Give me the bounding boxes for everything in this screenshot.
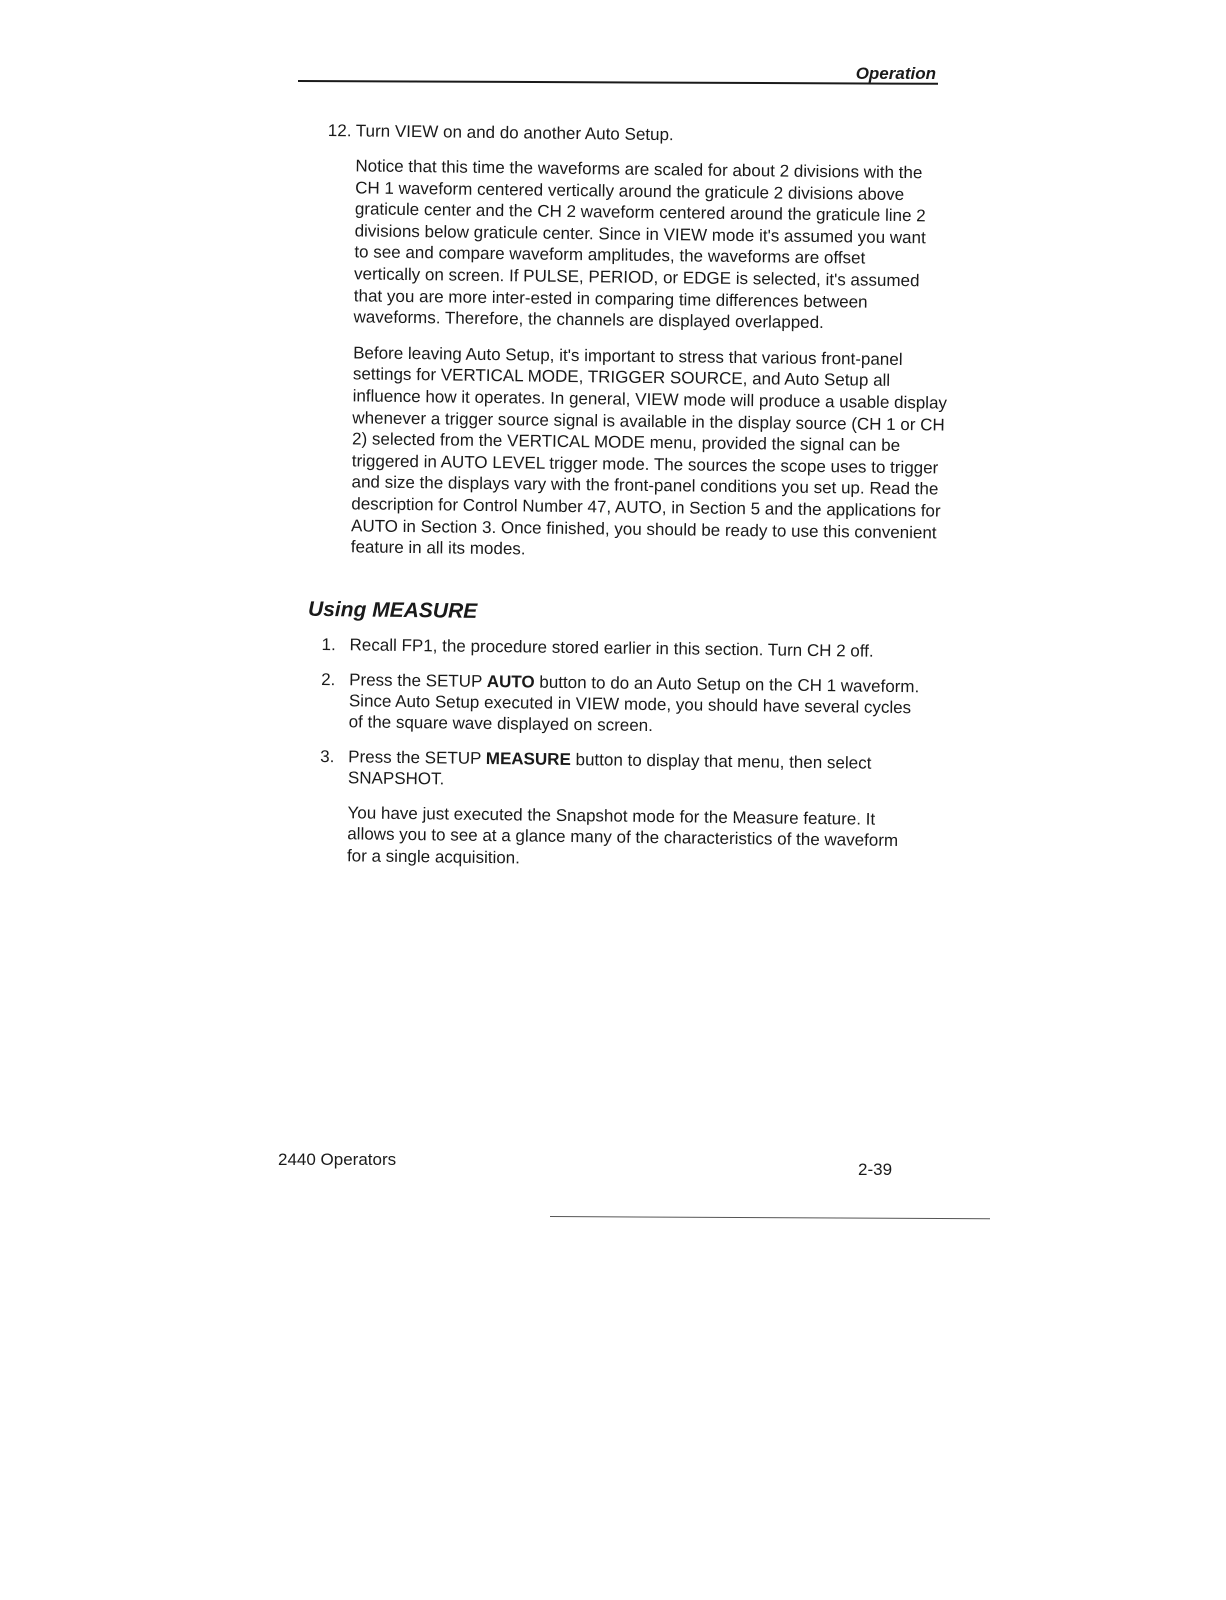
section-heading: Using MEASURE xyxy=(307,597,478,623)
header-rule xyxy=(298,80,938,85)
keyword: MEASURE xyxy=(485,748,571,769)
body-paragraph: You have just executed the Snapshot mode for the Measure feature. It allows you to see at a glance many of the characteristics of the waveform for a single acquisition. xyxy=(346,802,899,868)
list-item xyxy=(321,669,922,739)
footer-page-number: 2-39 xyxy=(858,1160,893,1179)
footer-manual-title: 2440 Operators xyxy=(278,1150,397,1169)
list-item xyxy=(320,746,920,795)
page-body xyxy=(307,120,948,874)
step-text-lead: Press the SETUP xyxy=(348,746,486,768)
running-header: Operation xyxy=(855,64,936,83)
step-text-tail: button to display that menu, then select SNAPSHOT. xyxy=(347,749,872,789)
step-number: 3. xyxy=(320,746,335,766)
list-item xyxy=(321,634,921,662)
step-text: Turn VIEW on and do another Auto Setup. xyxy=(355,121,674,145)
step-12 xyxy=(328,120,928,148)
step-number: 2. xyxy=(321,669,336,689)
body-paragraph: Notice that this time the waveforms are scaled for about 2 divisions with the CH 1 waveform centered vertically around the graticule 2 divisions above graticule center and the CH 2 waveform centered around the graticule line 2 divisions below graticule center. Since in VIEW mode it's assumed you want to see and compare waveform amplitudes, the waveforms are offset vertically on screen. If PULSE, PERIOD, or EDGE is selected, it's assumed that you are more inter-ested in comparing time differences between waveforms. Therefore, the channels are displayed overlapped. xyxy=(353,156,926,333)
body-paragraph: Before leaving Auto Setup, it's important to stress that various front-panel settings for VERTICAL MODE, TRIGGER SOURCE, and Auto Setup all influence how it operates. In general, VIEW mode will produce a usable display whenever a trigger source signal is available in the display source (CH 1 or CH 2) selected from the VERTICAL MODE menu, provided the signal can be triggered in AUTO LEVEL trigger mode. The sources the scope uses to trigger and size the displays vary with the front-panel conditions you set up. Read the description for Control Number 47, AUTO, in Section 5 and the applications for AUTO in Section 3. Once finished, you should be ready to use this convenient feature in all its modes. xyxy=(350,343,948,559)
step-number: 12. xyxy=(327,120,352,141)
bottom-rule xyxy=(550,1216,990,1219)
step-text: Recall FP1, the procedure stored earlier in this section. Turn CH 2 off. xyxy=(349,634,874,661)
step-number: 1. xyxy=(321,634,336,654)
step-text-lead: Press the SETUP xyxy=(349,669,487,691)
step-text-tail: button to do an Auto Setup on the CH 1 waveform. Since Auto Setup executed in VIEW mode, you should have several cycles of the square wave displayed on screen. xyxy=(348,672,920,735)
step-text xyxy=(348,746,920,795)
keyword: AUTO xyxy=(486,671,535,692)
step-text xyxy=(349,669,922,739)
